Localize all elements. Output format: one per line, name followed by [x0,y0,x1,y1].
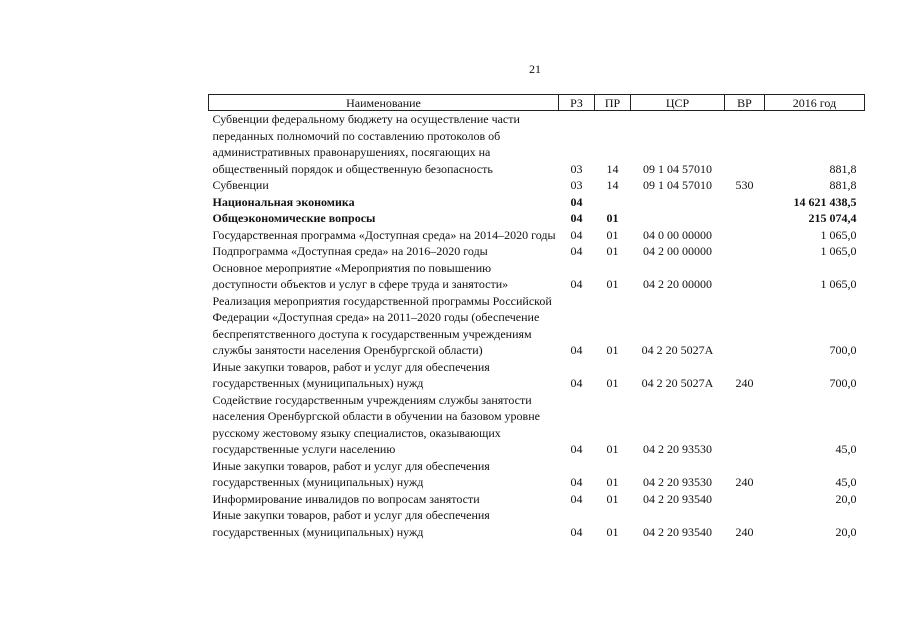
table-row [209,491,865,508]
cell-vr [725,260,765,293]
cell-name: Общеэкономические вопросы [212,211,376,225]
cell-csr: 04 2 20 93540 [643,524,712,539]
cell-sum: 700,0 [829,343,857,357]
cell-sum: 700,0 [829,376,857,390]
cell-pr: 14 [606,161,619,176]
cell-rz: 04 [570,211,583,225]
cell-vr [725,491,765,508]
cell-vr [725,210,765,227]
table-row [209,194,865,211]
cell-sum: 881,8 [829,161,857,176]
table-row [209,293,865,359]
cell-sum: 1 065,0 [820,244,857,258]
cell-vr: 240 [735,524,754,539]
cell-name: Субвенции [212,178,269,192]
cell-csr: 04 2 20 00000 [643,277,712,291]
cell-rz: 04 [570,244,583,258]
cell-pr: 01 [606,524,619,539]
cell-csr: 04 2 00 00000 [643,244,712,258]
cell-pr: 01 [606,376,619,390]
cell-name: Основное мероприятие «Мероприятия по повышению доступности объектов и услуг в сфере труда и занятости» [212,260,509,291]
header-vr: ВР [725,95,765,111]
cell-name: Государственная программа «Доступная среда» на 2014–2020 годы [212,227,556,242]
cell-vr: 530 [735,178,754,192]
header-csr: ЦСР [631,95,725,111]
table-row [209,260,865,293]
cell-pr: 01 [606,227,619,242]
cell-csr: 04 2 20 93530 [643,475,712,489]
cell-name: Реализация мероприятия государственной программы Российской Федерации «Доступная среда» на 2011–2020 годы (обеспечение беспрепятственного доступа к государственным учреждениям службы занятости населения Оренбургской области) [212,293,552,357]
cell-csr [631,194,725,211]
header-name: Наименование [209,95,559,111]
table-row [209,111,865,178]
table-header [209,95,865,111]
cell-rz: 04 [570,227,583,242]
cell-pr [595,194,631,211]
cell-csr: 09 1 04 57010 [643,161,712,176]
cell-name: Иные закупки товаров, работ и услуг для обеспечения государственных (муниципальных) нужд [212,458,490,489]
cell-pr: 01 [606,343,619,357]
cell-vr: 240 [735,475,754,489]
table-row [209,392,865,458]
header-sum: 2016 год [765,95,865,111]
cell-name: Подпрограмма «Доступная среда» на 2016–2020 годы [212,244,488,258]
table-row [209,458,865,491]
cell-rz: 04 [570,343,583,357]
cell-sum: 1 065,0 [820,277,857,291]
cell-vr [725,243,765,260]
cell-vr [725,392,765,458]
cell-name: Иные закупки товаров, работ и услуг для обеспечения государственных (муниципальных) нужд [212,359,490,390]
cell-csr: 04 0 00 00000 [643,227,712,242]
header-row [209,95,865,111]
cell-pr: 01 [606,244,619,258]
table-row [209,210,865,227]
cell-rz: 04 [570,442,583,456]
cell-rz: 04 [570,524,583,539]
cell-rz: 04 [570,194,583,209]
cell-name: Национальная экономика [212,194,355,209]
table-row [209,507,865,540]
cell-sum: 20,0 [835,491,857,506]
cell-name: Субвенции федеральному бюджету на осуществление части переданных полномочий по составлению протоколов об административных правонарушениях, посягающих на общественный порядок и общественную безопасность [212,112,520,176]
cell-sum: 1 065,0 [820,227,857,242]
cell-name: Содействие государственным учреждениям службы занятости населения Оренбургской области в обучении на базовом уровне русскому жестовому языку специалистов, оказывающих государственные услуги населению [212,392,540,456]
cell-pr: 01 [606,211,619,225]
cell-rz: 04 [570,277,583,291]
cell-sum: 14 621 438,5 [793,194,857,209]
cell-vr: 240 [735,376,754,390]
cell-sum: 45,0 [835,442,857,456]
table-row [209,243,865,260]
cell-csr: 04 2 20 93540 [643,491,712,506]
table-row [209,227,865,244]
cell-rz: 04 [570,491,583,506]
cell-csr: 09 1 04 57010 [643,178,712,192]
cell-vr [725,227,765,244]
cell-rz: 03 [570,178,583,192]
table-row [209,359,865,392]
cell-pr: 14 [606,178,619,192]
cell-sum: 215 074,4 [808,211,857,225]
cell-vr [725,111,765,178]
cell-sum: 20,0 [835,524,857,539]
cell-sum: 45,0 [835,475,857,489]
header-pr: ПР [595,95,631,111]
table-row [209,177,865,194]
cell-rz: 04 [570,475,583,489]
budget-table [208,94,865,540]
header-rz: РЗ [559,95,595,111]
cell-name: Информирование инвалидов по вопросам занятости [212,491,480,506]
cell-pr: 01 [606,277,619,291]
page-number: 21 [529,62,541,76]
cell-name: Иные закупки товаров, работ и услуг для обеспечения государственных (муниципальных) нужд [212,508,490,539]
table-body [209,111,865,541]
cell-csr: 04 2 20 93530 [643,442,712,456]
cell-rz: 04 [570,376,583,390]
cell-vr [725,194,765,211]
cell-csr [631,210,725,227]
cell-pr: 01 [606,475,619,489]
cell-sum: 881,8 [829,178,857,192]
cell-csr: 04 2 20 5027А [641,376,714,390]
cell-pr: 01 [606,442,619,456]
cell-vr [725,293,765,359]
cell-csr: 04 2 20 5027А [641,343,714,357]
cell-pr: 01 [606,491,619,506]
cell-rz: 03 [570,161,583,176]
